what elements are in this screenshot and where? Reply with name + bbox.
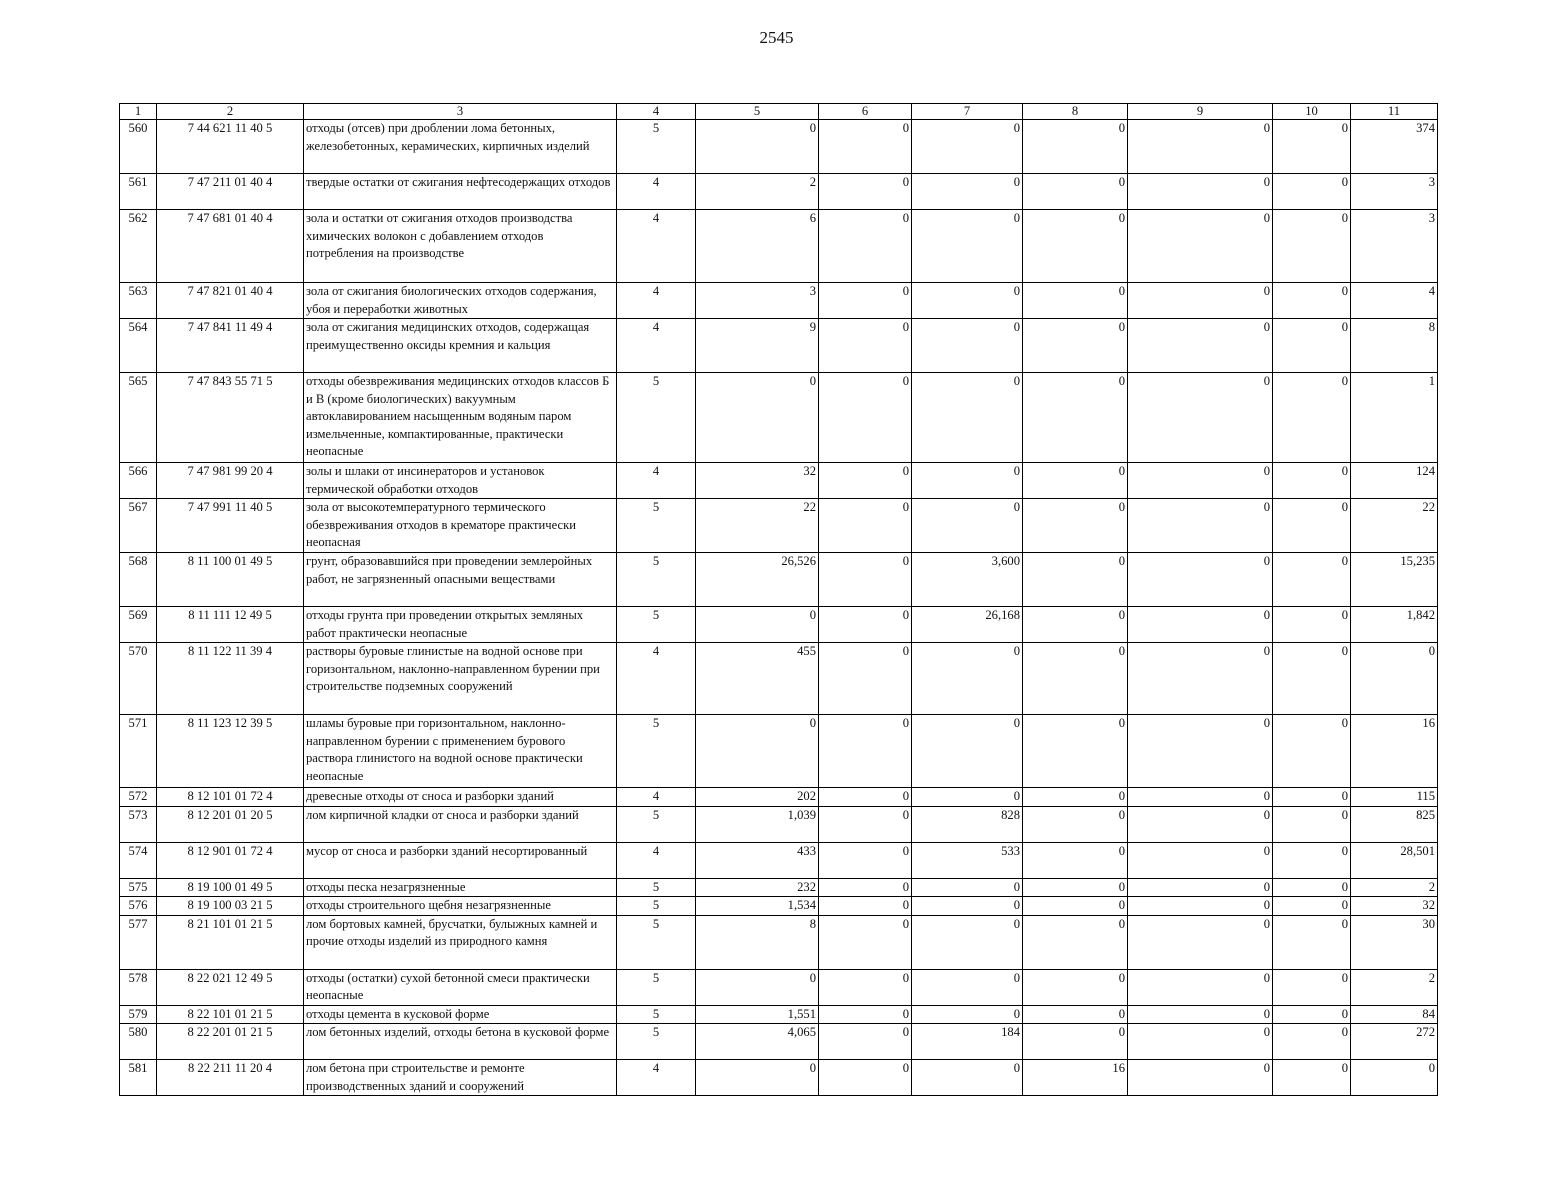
waste-name: зола и остатки от сжигания отходов производства химических волокон с добавлением отходов потребления на производстве [304, 210, 617, 283]
table-row [120, 788, 1438, 807]
value-col-5: 2 [696, 174, 819, 210]
waste-table [119, 103, 1438, 1096]
column-header: 1 [120, 104, 157, 120]
value-col-10: 0 [1273, 1024, 1351, 1060]
hazard-class: 5 [617, 806, 696, 842]
hazard-class: 4 [617, 174, 696, 210]
waste-code: 7 47 991 11 40 5 [157, 499, 304, 553]
value-col-5: 0 [696, 120, 819, 174]
value-col-7: 0 [912, 120, 1023, 174]
hazard-class: 5 [617, 715, 696, 788]
value-col-8: 0 [1023, 210, 1128, 283]
table-row [120, 373, 1438, 463]
waste-code: 7 47 841 11 49 4 [157, 319, 304, 373]
value-col-9: 0 [1128, 319, 1273, 373]
waste-code: 8 12 201 01 20 5 [157, 806, 304, 842]
value-col-10: 0 [1273, 915, 1351, 969]
value-col-8: 0 [1023, 969, 1128, 1005]
waste-name: грунт, образовавшийся при проведении землеройных работ, не загрязненный опасными веществами [304, 553, 617, 607]
value-col-6: 0 [819, 915, 912, 969]
hazard-class: 5 [617, 499, 696, 553]
value-col-11: 1 [1351, 373, 1438, 463]
value-col-11: 2 [1351, 969, 1438, 1005]
value-col-7: 0 [912, 499, 1023, 553]
value-col-7: 26,168 [912, 607, 1023, 643]
value-col-6: 0 [819, 878, 912, 897]
table-row [120, 553, 1438, 607]
value-col-5: 6 [696, 210, 819, 283]
waste-code: 8 12 101 01 72 4 [157, 788, 304, 807]
column-header: 3 [304, 104, 617, 120]
waste-name: отходы строительного щебня незагрязненные [304, 897, 617, 916]
value-col-6: 0 [819, 1005, 912, 1024]
value-col-6: 0 [819, 607, 912, 643]
value-col-8: 0 [1023, 463, 1128, 499]
waste-code: 8 21 101 01 21 5 [157, 915, 304, 969]
value-col-9: 0 [1128, 120, 1273, 174]
column-header: 5 [696, 104, 819, 120]
waste-code: 8 22 201 01 21 5 [157, 1024, 304, 1060]
column-header: 8 [1023, 104, 1128, 120]
value-col-9: 0 [1128, 1005, 1273, 1024]
waste-name: отходы обезвреживания медицинских отходов классов Б и В (кроме биологических) вакуумным автоклавированием насыщенным водяным паром измельченные, компактированные, практически неопасные [304, 373, 617, 463]
column-header: 2 [157, 104, 304, 120]
value-col-11: 272 [1351, 1024, 1438, 1060]
table-row [120, 897, 1438, 916]
value-col-9: 0 [1128, 842, 1273, 878]
row-number: 567 [120, 499, 157, 553]
waste-code: 8 19 100 03 21 5 [157, 897, 304, 916]
waste-code: 7 47 843 55 71 5 [157, 373, 304, 463]
value-col-6: 0 [819, 319, 912, 373]
value-col-7: 0 [912, 174, 1023, 210]
value-col-8: 0 [1023, 553, 1128, 607]
value-col-6: 0 [819, 174, 912, 210]
value-col-8: 0 [1023, 878, 1128, 897]
hazard-class: 5 [617, 373, 696, 463]
table-row [120, 878, 1438, 897]
value-col-7: 0 [912, 969, 1023, 1005]
hazard-class: 4 [617, 283, 696, 319]
value-col-9: 0 [1128, 788, 1273, 807]
waste-name: лом бетонных изделий, отходы бетона в кусковой форме [304, 1024, 617, 1060]
row-number: 568 [120, 553, 157, 607]
value-col-11: 124 [1351, 463, 1438, 499]
waste-name: растворы буровые глинистые на водной основе при горизонтальном, наклонно-направленном бурении при строительстве подземных сооружений [304, 643, 617, 715]
hazard-class: 4 [617, 319, 696, 373]
value-col-11: 1,842 [1351, 607, 1438, 643]
value-col-9: 0 [1128, 1024, 1273, 1060]
waste-code: 8 22 021 12 49 5 [157, 969, 304, 1005]
value-col-6: 0 [819, 373, 912, 463]
hazard-class: 5 [617, 1024, 696, 1060]
table-row [120, 319, 1438, 373]
waste-code: 8 11 122 11 39 4 [157, 643, 304, 715]
hazard-class: 5 [617, 120, 696, 174]
value-col-9: 0 [1128, 553, 1273, 607]
value-col-10: 0 [1273, 607, 1351, 643]
waste-code: 7 47 981 99 20 4 [157, 463, 304, 499]
value-col-9: 0 [1128, 499, 1273, 553]
value-col-8: 0 [1023, 1005, 1128, 1024]
hazard-class: 4 [617, 463, 696, 499]
value-col-8: 0 [1023, 842, 1128, 878]
hazard-class: 4 [617, 210, 696, 283]
value-col-5: 232 [696, 878, 819, 897]
waste-name: мусор от сноса и разборки зданий несортированный [304, 842, 617, 878]
value-col-9: 0 [1128, 174, 1273, 210]
value-col-6: 0 [819, 463, 912, 499]
table-row [120, 915, 1438, 969]
waste-name: лом бортовых камней, брусчатки, булыжных камней и прочие отходы изделий из природного камня [304, 915, 617, 969]
table-row [120, 120, 1438, 174]
value-col-9: 0 [1128, 878, 1273, 897]
value-col-9: 0 [1128, 210, 1273, 283]
value-col-8: 0 [1023, 283, 1128, 319]
value-col-7: 0 [912, 210, 1023, 283]
table-row [120, 806, 1438, 842]
value-col-7: 184 [912, 1024, 1023, 1060]
value-col-9: 0 [1128, 373, 1273, 463]
value-col-5: 433 [696, 842, 819, 878]
table-row [120, 283, 1438, 319]
value-col-10: 0 [1273, 878, 1351, 897]
value-col-10: 0 [1273, 319, 1351, 373]
column-header: 6 [819, 104, 912, 120]
value-col-5: 8 [696, 915, 819, 969]
value-col-11: 825 [1351, 806, 1438, 842]
value-col-11: 28,501 [1351, 842, 1438, 878]
value-col-7: 0 [912, 283, 1023, 319]
table-row [120, 842, 1438, 878]
waste-code: 8 22 211 11 20 4 [157, 1060, 304, 1096]
value-col-6: 0 [819, 120, 912, 174]
value-col-10: 0 [1273, 897, 1351, 916]
table-row [120, 463, 1438, 499]
value-col-6: 0 [819, 283, 912, 319]
value-col-8: 0 [1023, 499, 1128, 553]
column-header: 11 [1351, 104, 1438, 120]
value-col-5: 0 [696, 969, 819, 1005]
value-col-11: 0 [1351, 643, 1438, 715]
value-col-10: 0 [1273, 1005, 1351, 1024]
value-col-7: 0 [912, 1005, 1023, 1024]
value-col-5: 202 [696, 788, 819, 807]
value-col-6: 0 [819, 553, 912, 607]
value-col-9: 0 [1128, 715, 1273, 788]
value-col-9: 0 [1128, 643, 1273, 715]
value-col-5: 0 [696, 715, 819, 788]
column-header: 7 [912, 104, 1023, 120]
waste-name: отходы (остатки) сухой бетонной смеси практически неопасные [304, 969, 617, 1005]
value-col-6: 0 [819, 499, 912, 553]
column-header: 9 [1128, 104, 1273, 120]
value-col-6: 0 [819, 643, 912, 715]
value-col-7: 0 [912, 915, 1023, 969]
row-number: 579 [120, 1005, 157, 1024]
value-col-11: 8 [1351, 319, 1438, 373]
table-body [120, 120, 1438, 1096]
value-col-10: 0 [1273, 788, 1351, 807]
value-col-8: 0 [1023, 788, 1128, 807]
value-col-8: 0 [1023, 373, 1128, 463]
value-col-11: 3 [1351, 174, 1438, 210]
row-number: 571 [120, 715, 157, 788]
waste-name: отходы песка незагрязненные [304, 878, 617, 897]
row-number: 563 [120, 283, 157, 319]
hazard-class: 4 [617, 788, 696, 807]
table-row [120, 1024, 1438, 1060]
hazard-class: 5 [617, 897, 696, 916]
waste-name: отходы (отсев) при дроблении лома бетонных, железобетонных, керамических, кирпичных изделий [304, 120, 617, 174]
header-row [120, 104, 1438, 120]
row-number: 575 [120, 878, 157, 897]
value-col-7: 0 [912, 319, 1023, 373]
value-col-5: 1,551 [696, 1005, 819, 1024]
value-col-10: 0 [1273, 174, 1351, 210]
row-number: 570 [120, 643, 157, 715]
table-row [120, 499, 1438, 553]
value-col-8: 0 [1023, 915, 1128, 969]
value-col-7: 0 [912, 1060, 1023, 1096]
value-col-10: 0 [1273, 643, 1351, 715]
waste-code: 7 47 681 01 40 4 [157, 210, 304, 283]
value-col-5: 0 [696, 607, 819, 643]
waste-code: 8 12 901 01 72 4 [157, 842, 304, 878]
value-col-7: 0 [912, 878, 1023, 897]
value-col-9: 0 [1128, 806, 1273, 842]
value-col-11: 22 [1351, 499, 1438, 553]
hazard-class: 5 [617, 607, 696, 643]
value-col-8: 16 [1023, 1060, 1128, 1096]
value-col-11: 16 [1351, 715, 1438, 788]
table-row [120, 210, 1438, 283]
row-number: 565 [120, 373, 157, 463]
waste-name: золы и шлаки от инсинераторов и установок термической обработки отходов [304, 463, 617, 499]
value-col-8: 0 [1023, 607, 1128, 643]
page-number: 2545 [759, 28, 794, 47]
value-col-8: 0 [1023, 897, 1128, 916]
value-col-10: 0 [1273, 210, 1351, 283]
value-col-11: 115 [1351, 788, 1438, 807]
waste-code: 7 44 621 11 40 5 [157, 120, 304, 174]
waste-name: зола от высокотемпературного термического обезвреживания отходов в крематоре практически неопасная [304, 499, 617, 553]
table-row [120, 607, 1438, 643]
waste-name: твердые остатки от сжигания нефтесодержащих отходов [304, 174, 617, 210]
value-col-10: 0 [1273, 806, 1351, 842]
row-number: 560 [120, 120, 157, 174]
value-col-6: 0 [819, 897, 912, 916]
waste-code: 7 47 821 01 40 4 [157, 283, 304, 319]
hazard-class: 4 [617, 643, 696, 715]
value-col-9: 0 [1128, 283, 1273, 319]
value-col-7: 3,600 [912, 553, 1023, 607]
value-col-10: 0 [1273, 463, 1351, 499]
value-col-6: 0 [819, 210, 912, 283]
value-col-10: 0 [1273, 120, 1351, 174]
hazard-class: 4 [617, 1060, 696, 1096]
value-col-11: 3 [1351, 210, 1438, 283]
value-col-6: 0 [819, 842, 912, 878]
value-col-6: 0 [819, 806, 912, 842]
value-col-9: 0 [1128, 1060, 1273, 1096]
value-col-8: 0 [1023, 806, 1128, 842]
waste-code: 8 11 123 12 39 5 [157, 715, 304, 788]
value-col-7: 0 [912, 643, 1023, 715]
value-col-7: 828 [912, 806, 1023, 842]
table-row [120, 643, 1438, 715]
table-row [120, 715, 1438, 788]
value-col-10: 0 [1273, 373, 1351, 463]
value-col-5: 1,534 [696, 897, 819, 916]
waste-name: древесные отходы от сноса и разборки зданий [304, 788, 617, 807]
value-col-11: 374 [1351, 120, 1438, 174]
waste-code: 8 11 111 12 49 5 [157, 607, 304, 643]
hazard-class: 5 [617, 1005, 696, 1024]
value-col-11: 4 [1351, 283, 1438, 319]
row-number: 576 [120, 897, 157, 916]
value-col-11: 0 [1351, 1060, 1438, 1096]
column-header: 4 [617, 104, 696, 120]
row-number: 581 [120, 1060, 157, 1096]
row-number: 580 [120, 1024, 157, 1060]
value-col-6: 0 [819, 788, 912, 807]
row-number: 564 [120, 319, 157, 373]
value-col-7: 0 [912, 788, 1023, 807]
value-col-9: 0 [1128, 607, 1273, 643]
table-row [120, 1060, 1438, 1096]
value-col-6: 0 [819, 715, 912, 788]
value-col-5: 1,039 [696, 806, 819, 842]
waste-code: 8 11 100 01 49 5 [157, 553, 304, 607]
value-col-5: 32 [696, 463, 819, 499]
value-col-5: 455 [696, 643, 819, 715]
value-col-7: 0 [912, 897, 1023, 916]
value-col-6: 0 [819, 1024, 912, 1060]
value-col-8: 0 [1023, 120, 1128, 174]
waste-code: 8 19 100 01 49 5 [157, 878, 304, 897]
value-col-10: 0 [1273, 842, 1351, 878]
value-col-5: 0 [696, 1060, 819, 1096]
row-number: 578 [120, 969, 157, 1005]
value-col-6: 0 [819, 1060, 912, 1096]
value-col-8: 0 [1023, 319, 1128, 373]
value-col-8: 0 [1023, 643, 1128, 715]
waste-name: зола от сжигания медицинских отходов, содержащая преимущественно оксиды кремния и кальция [304, 319, 617, 373]
column-header: 10 [1273, 104, 1351, 120]
row-number: 574 [120, 842, 157, 878]
value-col-11: 32 [1351, 897, 1438, 916]
value-col-5: 26,526 [696, 553, 819, 607]
waste-code: 8 22 101 01 21 5 [157, 1005, 304, 1024]
value-col-11: 30 [1351, 915, 1438, 969]
value-col-11: 2 [1351, 878, 1438, 897]
row-number: 569 [120, 607, 157, 643]
hazard-class: 5 [617, 553, 696, 607]
value-col-5: 4,065 [696, 1024, 819, 1060]
table-row [120, 1005, 1438, 1024]
hazard-class: 5 [617, 915, 696, 969]
value-col-5: 9 [696, 319, 819, 373]
table-row [120, 174, 1438, 210]
value-col-6: 0 [819, 969, 912, 1005]
hazard-class: 5 [617, 878, 696, 897]
value-col-9: 0 [1128, 463, 1273, 499]
row-number: 566 [120, 463, 157, 499]
hazard-class: 4 [617, 842, 696, 878]
value-col-10: 0 [1273, 1060, 1351, 1096]
value-col-7: 533 [912, 842, 1023, 878]
value-col-8: 0 [1023, 715, 1128, 788]
value-col-10: 0 [1273, 715, 1351, 788]
value-col-8: 0 [1023, 1024, 1128, 1060]
value-col-8: 0 [1023, 174, 1128, 210]
value-col-5: 22 [696, 499, 819, 553]
value-col-5: 3 [696, 283, 819, 319]
row-number: 562 [120, 210, 157, 283]
waste-name: отходы цемента в кусковой форме [304, 1005, 617, 1024]
value-col-10: 0 [1273, 499, 1351, 553]
value-col-7: 0 [912, 715, 1023, 788]
waste-name: отходы грунта при проведении открытых земляных работ практически неопасные [304, 607, 617, 643]
value-col-7: 0 [912, 373, 1023, 463]
row-number: 572 [120, 788, 157, 807]
value-col-10: 0 [1273, 969, 1351, 1005]
value-col-10: 0 [1273, 283, 1351, 319]
value-col-9: 0 [1128, 897, 1273, 916]
value-col-9: 0 [1128, 915, 1273, 969]
waste-name: лом бетона при строительстве и ремонте производственных зданий и сооружений [304, 1060, 617, 1096]
value-col-7: 0 [912, 463, 1023, 499]
row-number: 561 [120, 174, 157, 210]
table-row [120, 969, 1438, 1005]
value-col-5: 0 [696, 373, 819, 463]
waste-name: зола от сжигания биологических отходов содержания, убоя и переработки животных [304, 283, 617, 319]
row-number: 577 [120, 915, 157, 969]
waste-name: шламы буровые при горизонтальном, наклонно-направленном бурении с применением бурового раствора глинистого на водной основе практически неопасные [304, 715, 617, 788]
waste-name: лом кирпичной кладки от сноса и разборки зданий [304, 806, 617, 842]
row-number: 573 [120, 806, 157, 842]
value-col-11: 15,235 [1351, 553, 1438, 607]
hazard-class: 5 [617, 969, 696, 1005]
value-col-11: 84 [1351, 1005, 1438, 1024]
waste-code: 7 47 211 01 40 4 [157, 174, 304, 210]
value-col-10: 0 [1273, 553, 1351, 607]
value-col-9: 0 [1128, 969, 1273, 1005]
